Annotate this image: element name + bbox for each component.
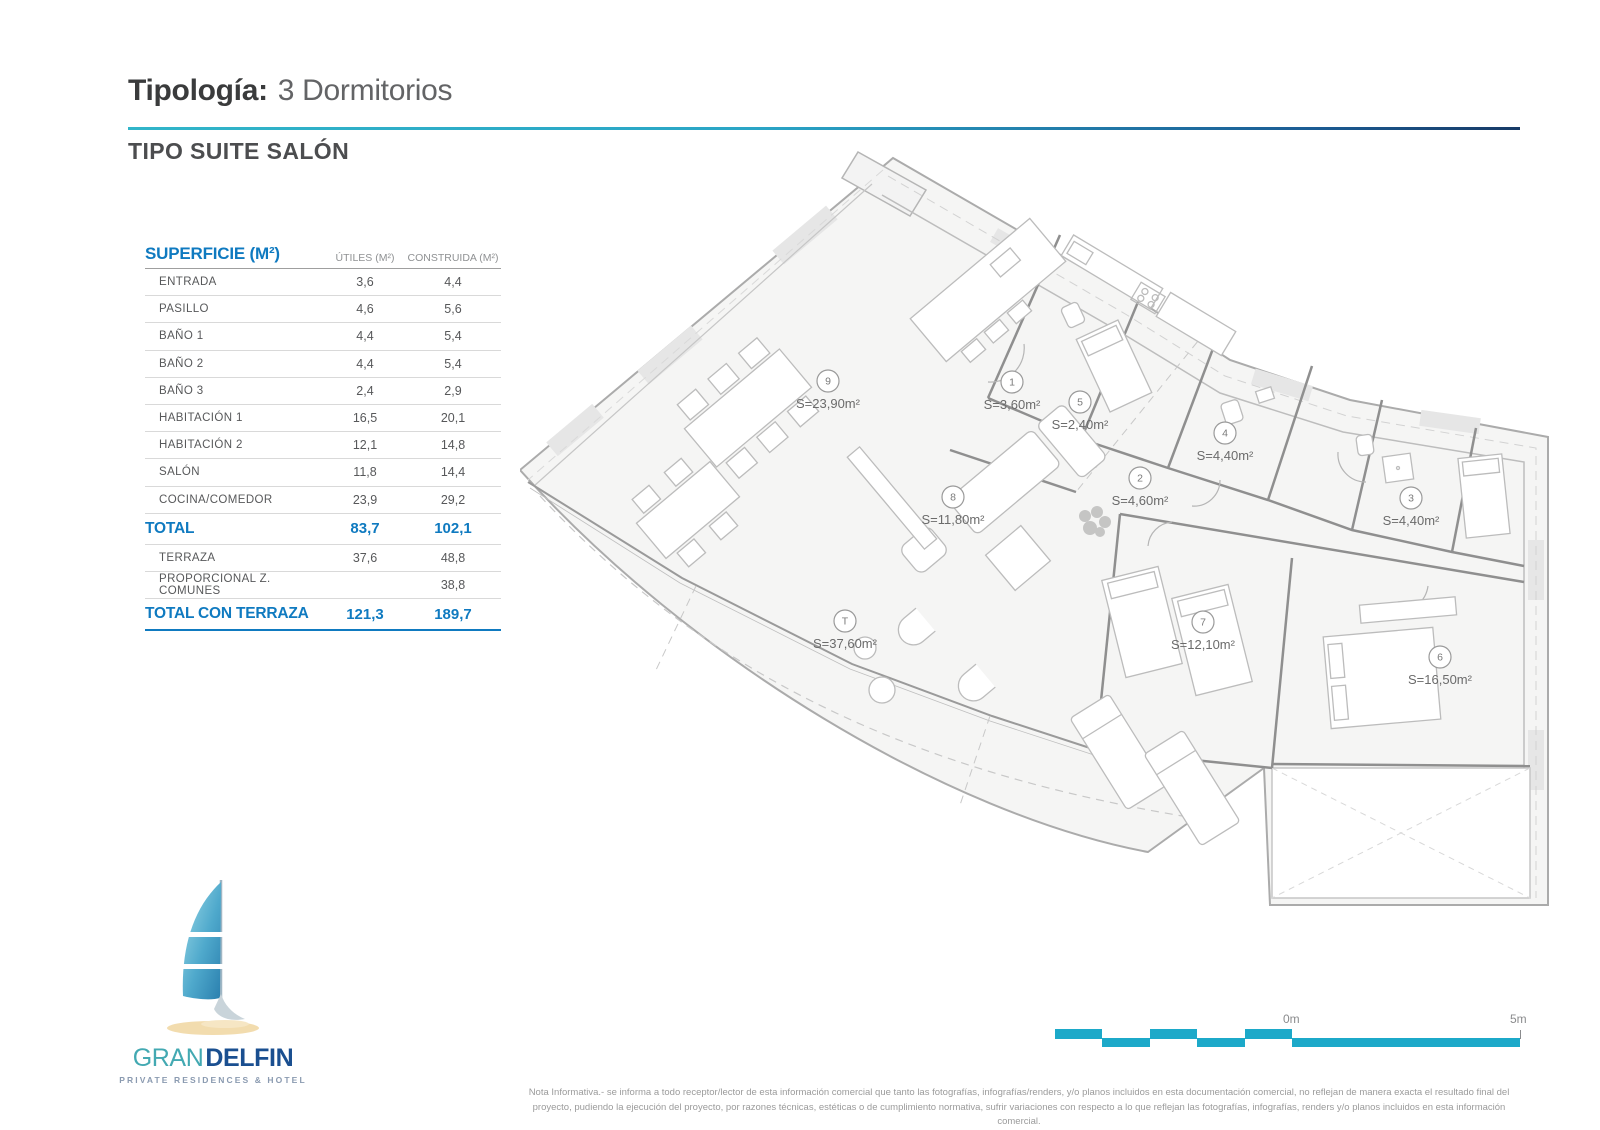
row-label: ENTRADA bbox=[159, 276, 217, 289]
page-subtitle: TIPO SUITE SALÓN bbox=[128, 138, 350, 164]
svg-text:S=2,40m²: S=2,40m² bbox=[1051, 417, 1109, 432]
row-construida-value: 5,4 bbox=[444, 356, 462, 371]
row-utiles-value: 37,6 bbox=[352, 550, 378, 565]
row-utiles-value: 2,4 bbox=[356, 383, 374, 398]
table-row bbox=[145, 487, 501, 514]
svg-text:T: T bbox=[841, 615, 849, 628]
disclaimer-line-1: Nota Informativa.- se informa a todo receptor/lector de esta información comercial que tanto las fotografías, infografías/renders, y/o planos incluidos en esta documentación comercial, no reflejan de manera exacta el resultado final del bbox=[528, 1087, 1510, 1098]
svg-text:2: 2 bbox=[1137, 472, 1143, 485]
svg-text:3: 3 bbox=[1408, 492, 1414, 505]
row-construida-value: 102,1 bbox=[434, 520, 472, 538]
svg-text:5: 5 bbox=[1077, 396, 1083, 409]
row-label: SALÓN bbox=[159, 466, 200, 479]
scale-segment bbox=[1055, 1029, 1102, 1038]
svg-text:1: 1 bbox=[1009, 376, 1015, 389]
title-underline bbox=[128, 127, 1520, 130]
row-utiles-value: 3,6 bbox=[356, 275, 374, 290]
scale-bar bbox=[1040, 1012, 1540, 1052]
disclaimer-text bbox=[523, 1086, 1515, 1130]
surface-table bbox=[145, 236, 501, 631]
svg-text:S=4,60m²: S=4,60m² bbox=[1111, 493, 1169, 508]
svg-text:S=16,50m²: S=16,50m² bbox=[1408, 672, 1472, 687]
table-row bbox=[145, 459, 501, 486]
bed-single bbox=[1458, 454, 1510, 538]
table-row bbox=[145, 351, 501, 378]
row-construida-value: 29,2 bbox=[440, 492, 466, 507]
svg-text:8: 8 bbox=[950, 491, 956, 504]
row-utiles-value: 83,7 bbox=[350, 520, 380, 538]
svg-text:S=4,40m²: S=4,40m² bbox=[1382, 513, 1440, 528]
row-label: PASILLO bbox=[159, 303, 209, 316]
brand-delfin: DELFIN bbox=[205, 1044, 294, 1072]
scale-segment bbox=[1245, 1029, 1292, 1038]
title-label: Tipología: bbox=[128, 74, 268, 107]
row-label: TERRAZA bbox=[159, 551, 216, 564]
brand-logo bbox=[118, 878, 308, 1085]
table-header bbox=[145, 236, 501, 269]
col-construida: CONSTRUIDA (M²) bbox=[407, 252, 499, 264]
svg-text:S=4,40m²: S=4,40m² bbox=[1196, 448, 1254, 463]
svg-text:9: 9 bbox=[825, 375, 831, 388]
terrace-table-round bbox=[869, 677, 895, 703]
scale-segment bbox=[1150, 1029, 1197, 1038]
row-construida-value: 38,8 bbox=[440, 577, 466, 592]
scale-end-tick bbox=[1520, 1030, 1521, 1039]
row-label: TOTAL CON TERRAZA bbox=[145, 605, 309, 623]
row-label: COCINA/COMEDOR bbox=[159, 493, 273, 506]
scale-segment bbox=[1197, 1038, 1245, 1047]
table-row bbox=[145, 405, 501, 432]
row-construida-value: 14,4 bbox=[440, 465, 466, 480]
toilet-icon bbox=[1356, 434, 1375, 456]
scale-label-5m: 5m bbox=[1510, 1012, 1527, 1026]
table-row bbox=[145, 572, 501, 599]
row-construida-value: 2,9 bbox=[444, 383, 462, 398]
washer-icon bbox=[1382, 453, 1413, 483]
table-row bbox=[145, 378, 501, 405]
row-label: TOTAL bbox=[145, 519, 195, 537]
table-row bbox=[145, 514, 501, 545]
row-label: BAÑO 1 bbox=[159, 330, 204, 343]
floor-plan bbox=[520, 150, 1560, 910]
row-utiles-value: 11,8 bbox=[353, 465, 377, 480]
row-utiles-value: 23,9 bbox=[352, 492, 378, 507]
row-label: BAÑO 2 bbox=[159, 357, 204, 370]
row-label: HABITACIÓN 2 bbox=[159, 439, 243, 452]
table-row bbox=[145, 599, 501, 631]
table-row bbox=[145, 269, 501, 296]
svg-text:6: 6 bbox=[1437, 651, 1443, 664]
row-construida-value: 14,8 bbox=[440, 438, 466, 453]
row-construida-value: 189,7 bbox=[434, 605, 472, 623]
row-utiles-value: 16,5 bbox=[352, 411, 378, 426]
svg-text:S=23,90m²: S=23,90m² bbox=[796, 396, 860, 411]
svg-text:7: 7 bbox=[1200, 616, 1206, 629]
disclaimer-line-2: proyecto, pudiendo la ejecución del proyecto, por razones técnicas, estéticas o de cumplimiento normativa, sufrir variaciones con respecto a lo que reflejan las fotografías, infografías, renders y/o planos incluidos en esta información comercial. bbox=[532, 1101, 1506, 1128]
row-construida-value: 5,4 bbox=[444, 329, 462, 344]
table-row bbox=[145, 296, 501, 323]
scale-segment bbox=[1102, 1038, 1150, 1047]
sail-tower-icon bbox=[163, 878, 263, 1038]
svg-text:S=3,60m²: S=3,60m² bbox=[983, 397, 1041, 412]
row-label: BAÑO 3 bbox=[159, 384, 204, 397]
table-row bbox=[145, 432, 501, 459]
col-utiles: ÚTILES (M²) bbox=[335, 252, 395, 264]
col-superficie: SUPERFICIE (M²) bbox=[145, 244, 280, 263]
scale-label-0m: 0m bbox=[1283, 1012, 1300, 1026]
row-construida-value: 4,4 bbox=[444, 275, 462, 290]
brand-name bbox=[118, 1044, 308, 1073]
svg-text:S=37,60m²: S=37,60m² bbox=[813, 636, 877, 651]
scale-segment bbox=[1292, 1038, 1520, 1047]
row-utiles-value: 4,6 bbox=[356, 302, 374, 317]
row-construida-value: 20,1 bbox=[440, 411, 466, 426]
row-construida-value: 48,8 bbox=[440, 550, 466, 565]
row-utiles-value: 121,3 bbox=[346, 605, 384, 623]
title-value: 3 Dormitorios bbox=[277, 74, 453, 107]
svg-text:4: 4 bbox=[1222, 427, 1228, 440]
row-label: PROPORCIONAL Z. COMUNES bbox=[159, 572, 271, 597]
row-construida-value: 5,6 bbox=[444, 302, 462, 317]
brand-tagline: PRIVATE RESIDENCES & HOTEL bbox=[119, 1075, 307, 1085]
row-utiles-value: 12,1 bbox=[352, 438, 378, 453]
table-body bbox=[145, 269, 501, 631]
svg-text:S=11,80m²: S=11,80m² bbox=[921, 512, 985, 527]
table-row bbox=[145, 545, 501, 572]
table-row bbox=[145, 323, 501, 350]
row-label: HABITACIÓN 1 bbox=[159, 412, 243, 425]
patio-lightwell bbox=[1272, 768, 1530, 898]
svg-text:S=12,10m²: S=12,10m² bbox=[1171, 637, 1235, 652]
row-utiles-value: 4,4 bbox=[356, 356, 374, 371]
floor-plan-svg bbox=[520, 150, 1560, 910]
brand-gran: GRAN bbox=[132, 1044, 204, 1072]
page-title bbox=[128, 74, 452, 108]
row-utiles-value: 4,4 bbox=[356, 329, 374, 344]
